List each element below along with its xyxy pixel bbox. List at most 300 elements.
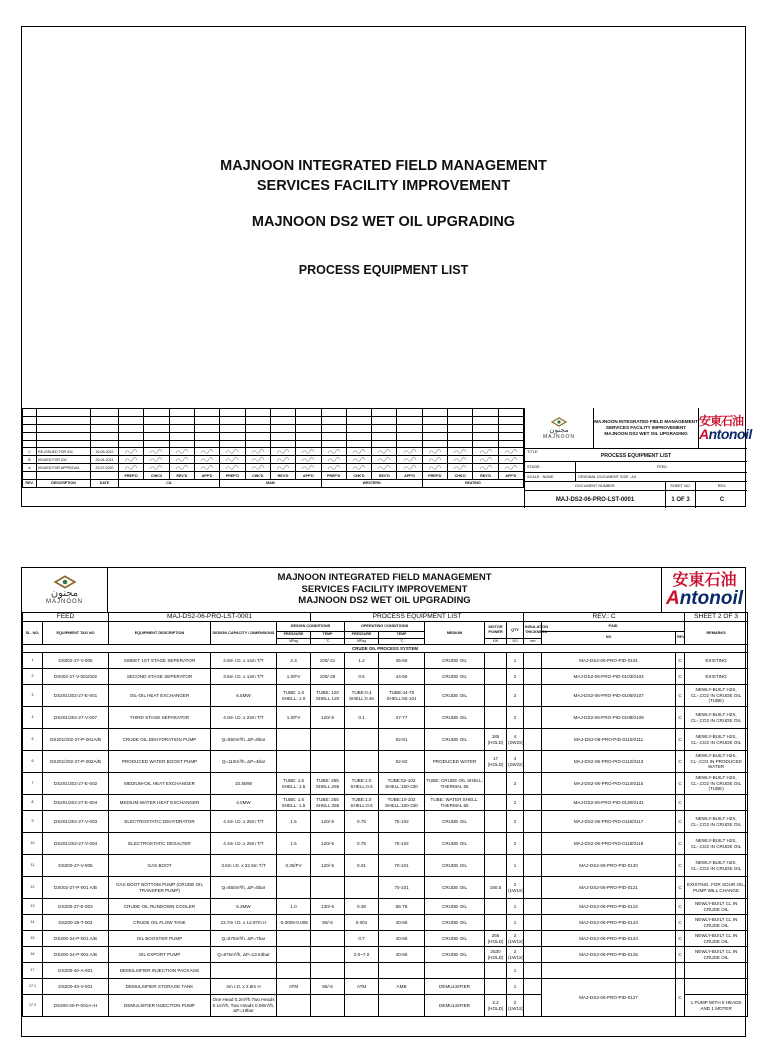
- role-label: CHK'D: [448, 472, 473, 480]
- title-block: [524, 408, 752, 508]
- signature-mark: [194, 456, 219, 464]
- medium-cell: DEMULSIFIER: [425, 995, 485, 1017]
- sign-cell: [245, 416, 270, 424]
- medium-cell: CRUDE OIL: [425, 833, 485, 855]
- signature-mark: [422, 464, 447, 472]
- feed-row: [23, 613, 748, 622]
- operating-pressure-cell: 0.75: [345, 833, 379, 855]
- signature-mark: [119, 464, 144, 472]
- tag-cell: DS201/202-27-E-004: [43, 795, 109, 811]
- rev-cell: [23, 424, 37, 432]
- title-block-doc-row: [525, 490, 747, 508]
- sheet2-title-line1: MAJNOON INTEGRATED FIELD MANAGEMENT: [277, 572, 492, 583]
- sheet2-majnoon-word: MAJNOON: [46, 599, 83, 605]
- sheet2-title-line2: SERVICES FACILITY IMPROVEMENT: [301, 583, 468, 595]
- desc-cell: DEMULSIFIER INJECTION PUMP: [109, 995, 211, 1017]
- unit-kw: KW: [485, 638, 507, 645]
- date-cell: [91, 416, 119, 424]
- desc-header: EQUIPMENT DESCRIPTION: [109, 622, 211, 645]
- signature-scribble-icon: [428, 465, 442, 470]
- sign-cell: [498, 440, 523, 448]
- revision-date: 23.07.2020: [91, 464, 119, 472]
- sign-cell: [422, 409, 447, 417]
- remarks-cell: EXISTING: [685, 653, 748, 669]
- operating-temp-cell: TUBE:44-76 SHELL:65-101: [379, 685, 425, 707]
- tag-cell: DS200-40-V-001: [43, 979, 109, 995]
- design-temp-cell: 130/-5: [311, 899, 345, 915]
- sign-cell: [422, 440, 447, 448]
- signature-mark: [346, 448, 371, 456]
- desc-cell: GAS BOOT BOTTOM PUMP (CRUDE OIL TRANSFER PUMP): [109, 877, 211, 899]
- design-pressure-cell: 1.0/FV: [277, 707, 311, 729]
- operating-pressure-cell: 0.38: [345, 899, 379, 915]
- tb-company-line1: MAJNOON INTEGRATED FIELD MANAGEMENT: [594, 419, 698, 424]
- operating-pressure-cell: [345, 751, 379, 773]
- capacity-cell: 4.0MW: [211, 795, 277, 811]
- signature-scribble-icon: [175, 457, 189, 462]
- operating-pressure-cell: 0.5: [345, 669, 379, 685]
- cover-doc-title: PROCESS EQUIPMENT LIST: [298, 263, 469, 277]
- qty-cell: 2: [507, 707, 524, 729]
- signature-scribble-icon: [403, 465, 417, 470]
- operating-pressure-cell: 0.7: [345, 931, 379, 947]
- revision-date: 29.04.2021: [91, 456, 119, 464]
- equipment-row: [23, 833, 748, 855]
- signature-mark: [144, 464, 169, 472]
- remarks-cell: EXISTING. FOR SOUR OIL, PUMP WILL CHANGE: [685, 877, 748, 899]
- capacity-cell: 2.8m I.D. x 14m T/T: [211, 653, 277, 669]
- motor-power-cell: [485, 811, 507, 833]
- insulation-cell: [524, 653, 542, 669]
- design-temp-cell: [311, 877, 345, 899]
- medium-cell: TUBE: CRUDE OIL SHELL: THERMAL 55: [425, 773, 485, 795]
- design-pressure-cell: 2.3: [277, 653, 311, 669]
- unit-degc: °C: [379, 638, 425, 645]
- pid-rev-cell: C: [676, 979, 685, 1017]
- date-cell: [91, 409, 119, 417]
- motor-power-cell: [485, 899, 507, 915]
- revision-table: [22, 408, 524, 488]
- sign-cell: [397, 440, 422, 448]
- signature-scribble-icon: [504, 465, 518, 470]
- design-temp-cell: TUBE: 255 SHELL 255: [311, 795, 345, 811]
- capacity-cell: Q=875m³/h, ΔP=13.63bar: [211, 947, 277, 963]
- insulation-cell: [524, 947, 542, 963]
- tag-cell: DS201/202-27-V-007: [43, 707, 109, 729]
- pid-rev-cell: C: [676, 915, 685, 931]
- signature-mark: [473, 464, 498, 472]
- sign-cell: [448, 409, 473, 417]
- system-row: [23, 645, 748, 653]
- date-cell: [91, 440, 119, 448]
- sheet2-majnoon-logo: [22, 568, 107, 612]
- unit-mpag: MPag: [345, 638, 379, 645]
- motor-power-cell: [485, 669, 507, 685]
- role-label: CHK'D: [144, 472, 169, 480]
- tb-scale: SCALE : NONE: [527, 475, 554, 479]
- tb-original-size: ORIGINAL DOCUMENT SIZE : A3: [575, 473, 748, 481]
- capacity-cell: 4.0m I.D. x 23m T/T: [211, 707, 277, 729]
- medium-cell: PRODUCED WATER: [425, 751, 485, 773]
- sign-cell: [473, 440, 498, 448]
- qty-cell: 4 (2W2S): [507, 751, 524, 773]
- sign-cell: [498, 409, 523, 417]
- rev-header: REV.: [23, 480, 37, 488]
- qty-cell: 2 (1W1S): [507, 947, 524, 963]
- desc-cell: [37, 440, 91, 448]
- revision-empty-row: [23, 416, 524, 424]
- sl-cell: 14: [23, 915, 43, 931]
- remarks-cell: NEWLY-BUILT CL IN CRUDE OIL: [685, 899, 748, 915]
- medium-cell: CRUDE OIL: [425, 877, 485, 899]
- sl-cell: 6: [23, 751, 43, 773]
- tb-stage-label: STAGE:: [527, 465, 541, 469]
- signature-mark: [169, 448, 194, 456]
- signature-mark: [245, 464, 270, 472]
- remarks-cell: NEWLY-BUILT CL IN CRUDE OIL: [685, 931, 748, 947]
- pid-rev-cell: C: [676, 685, 685, 707]
- design-temp-cell: TUBE: 255 SHELL 255: [311, 773, 345, 795]
- tag-cell: DS200-40-P-001A~H: [43, 995, 109, 1017]
- sign-cell: [119, 440, 144, 448]
- design-temp-cell: TUBE: 120 SHELL 120: [311, 685, 345, 707]
- capacity-cell: 23.7m I.D. x 12.87m H: [211, 915, 277, 931]
- desc-cell: [37, 416, 91, 424]
- operating-temp-cell: TUBE:10-102 SHELL:150-230: [379, 795, 425, 811]
- pid-rev-cell: C: [676, 877, 685, 899]
- design-header: DESIGN CONDITIONS: [277, 622, 345, 632]
- sign-cell: [144, 409, 169, 417]
- design-temp-header: TEMP: [311, 632, 345, 639]
- pid-cell: MAJ-DS2-06-PRO-PID-0121: [542, 877, 676, 899]
- motor-power-cell: [485, 653, 507, 669]
- tag-cell: DS002-27-P-001 A/B: [43, 877, 109, 899]
- signature-scribble-icon: [225, 457, 239, 462]
- tb-sheet: 1 OF 3: [665, 491, 695, 508]
- feed-doc-number: MAJ-DS2-06-PRO-LST-0001: [109, 613, 311, 622]
- sign-cell: [194, 409, 219, 417]
- operating-temp-cell: 70-101: [379, 855, 425, 877]
- desc-cell: PRODUCED WATER BOOST PUMP: [109, 751, 211, 773]
- motor-power-cell: [485, 833, 507, 855]
- majnoon-emblem-icon: [53, 575, 77, 589]
- pid-rev-cell: C: [676, 899, 685, 915]
- remarks-cell: NEWLY-BUILT H2S, CL-,CO2 IN CRUDE OIL: [685, 729, 748, 751]
- description-header: DESCRIPTION: [37, 480, 91, 488]
- revision-description: ISSUED FOR APPROVAL: [37, 464, 91, 472]
- equipment-row: [23, 751, 748, 773]
- sl-cell: 17: [23, 963, 43, 979]
- role-label: APP'D: [296, 472, 321, 480]
- tag-cell: DS201/202-27-E-002: [43, 773, 109, 795]
- role-label: PREP'D: [220, 472, 245, 480]
- equipment-row: [23, 707, 748, 729]
- qty-cell: 2: [507, 833, 524, 855]
- design-temp-cell: 90/-5: [311, 915, 345, 931]
- design-temp-cell: 100/-21: [311, 653, 345, 669]
- signature-scribble-icon: [301, 457, 315, 462]
- sign-cell: [422, 432, 447, 440]
- sheet2-antonoil-chinese: 安東石油: [672, 571, 737, 589]
- signature-mark: [321, 456, 346, 464]
- design-temp-cell: 120/-5: [311, 855, 345, 877]
- signature-mark: [448, 456, 473, 464]
- motor-power-cell: [485, 855, 507, 877]
- pid-cell: MAJ-DS2-06-PRO-PID-0124: [542, 931, 676, 947]
- signature-scribble-icon: [453, 465, 467, 470]
- pid-header: P&ID: [542, 622, 685, 632]
- equipment-row: [23, 855, 748, 877]
- design-pressure-cell: [277, 947, 311, 963]
- operating-pressure-cell: 2.0~7.0: [345, 947, 379, 963]
- sheet2-majnoon-script: ﻣﺠﻨﻮﻥ: [50, 588, 79, 599]
- sign-cell: [498, 424, 523, 432]
- capacity-cell: Q=650m³/h, ΔP=5bar: [211, 877, 277, 899]
- revision-row: [23, 448, 524, 456]
- equipment-row: [23, 877, 748, 899]
- sign-cell: [270, 432, 295, 440]
- signature-mark: [372, 448, 397, 456]
- sign-cell: [372, 409, 397, 417]
- remarks-cell: EXISTING: [685, 669, 748, 685]
- remarks-cell: [685, 963, 748, 979]
- signature-mark: [144, 456, 169, 464]
- operating-temp-cell: TUBE:52-102 SHELL:150-230: [379, 773, 425, 795]
- role-label: APP'D: [397, 472, 422, 480]
- sign-cell: [220, 416, 245, 424]
- signature-mark: [220, 456, 245, 464]
- motor-power-cell: [485, 773, 507, 795]
- tb-title-label: TITLE:: [527, 450, 539, 454]
- sign-cell: [321, 416, 346, 424]
- sheet2-antonoil-wordmark: Antonoil: [665, 587, 744, 609]
- operating-temp-cell: 45-65: [379, 653, 425, 669]
- medium-cell: CRUDE OIL: [425, 707, 485, 729]
- pid-cell: MAJ-DS2-06-PRO-PID-0116/0117: [542, 811, 676, 833]
- company-header: MAM: [220, 480, 321, 488]
- title-block-title-row: [525, 448, 747, 461]
- signature-mark: [498, 456, 523, 464]
- pid-rev-cell: C: [676, 773, 685, 795]
- operating-pressure-cell: 1.2: [345, 653, 379, 669]
- operating-pressure-header: PRESSURE: [345, 632, 379, 639]
- design-pressure-cell: TUBE: 1.5 SHELL: 1.5: [277, 773, 311, 795]
- operating-pressure-cell: TUBE:1.0 SHELL:0.6: [345, 773, 379, 795]
- operating-temp-cell: [379, 995, 425, 1017]
- sign-cell: [144, 440, 169, 448]
- sign-cell: [448, 424, 473, 432]
- equipment-table: [22, 612, 748, 1017]
- design-pressure-cell: [277, 877, 311, 899]
- design-pressure-cell: [277, 995, 311, 1017]
- signature-scribble-icon: [403, 449, 417, 454]
- design-pressure-cell: [277, 729, 311, 751]
- pid-rev-cell: C: [676, 931, 685, 947]
- sign-cell: [245, 432, 270, 440]
- unit-mpag: MPag: [277, 638, 311, 645]
- signature-scribble-icon: [124, 449, 138, 454]
- signature-scribble-icon: [377, 465, 391, 470]
- operating-temp-cell: 75-102: [379, 833, 425, 855]
- pid-cell: MAJ-DS2-06-PRO-PID-0127: [542, 979, 676, 1017]
- tag-cell: DS200-27-E-003: [43, 899, 109, 915]
- desc-cell: ELECTROSTATIC DEHYDRATOR: [109, 811, 211, 833]
- tb-company-line3: MAJNOON DS2 WET OIL UPGRADING: [604, 431, 688, 436]
- signature-mark: [448, 448, 473, 456]
- motor-power-cell: [485, 685, 507, 707]
- signature-mark: [119, 448, 144, 456]
- pid-cell: MAJ-DS2-06-PRO-PID-0101: [542, 653, 676, 669]
- sl-cell: 3: [23, 685, 43, 707]
- signature-mark: [245, 456, 270, 464]
- sign-cell: [194, 424, 219, 432]
- pid-cell: MAJ-DS2-06-PRO-PID-0122: [542, 899, 676, 915]
- signature-scribble-icon: [327, 465, 341, 470]
- design-pressure-cell: TUBE: 1.0 SHELL: 1.0: [277, 685, 311, 707]
- insulation-cell: [524, 811, 542, 833]
- equipment-row: [23, 811, 748, 833]
- revision-role-row: [23, 472, 524, 480]
- signature-mark: [372, 456, 397, 464]
- signature-mark: [270, 456, 295, 464]
- equipment-row: [23, 773, 748, 795]
- cover-project: MAJNOON DS2 WET OIL UPGRADING: [251, 214, 516, 230]
- operating-header: OPERATING CONDITIONS: [345, 622, 425, 632]
- signature-mark: [498, 448, 523, 456]
- sign-cell: [372, 432, 397, 440]
- operating-temp-cell: 52-82: [379, 751, 425, 773]
- signature-scribble-icon: [377, 457, 391, 462]
- sign-cell: [270, 416, 295, 424]
- motor-power-cell: [485, 979, 507, 995]
- insulation-cell: [524, 979, 542, 995]
- tag-cell: DS200-24-P-001 A/B: [43, 931, 109, 947]
- pid-rev-cell: C: [676, 751, 685, 773]
- medium-cell: [425, 963, 485, 979]
- sl-cell: 1: [23, 653, 43, 669]
- sign-cell: [144, 424, 169, 432]
- role-label: PREP'D: [119, 472, 144, 480]
- unit-mm: mm: [524, 638, 542, 645]
- pid-rev-cell: [676, 963, 685, 979]
- sign-cell: [270, 440, 295, 448]
- signature-scribble-icon: [200, 457, 214, 462]
- desc-cell: ELECTROSTATIC DESALTER: [109, 833, 211, 855]
- rev-cell: [23, 440, 37, 448]
- pid-cell: MAJ-DS2-06-PRO-PID-0110/0111: [542, 729, 676, 751]
- remarks-cell: NEWLY-BUILT H2S, CL-,CO2 IN CRUDE OIL: [685, 855, 748, 877]
- sign-cell: [397, 416, 422, 424]
- system-title: CRUDE OIL PROCESS SYSTEM: [23, 645, 748, 653]
- signature-mark: [119, 456, 144, 464]
- signature-mark: [321, 448, 346, 456]
- equipment-sheet: [21, 567, 746, 1037]
- tb-sheet-no-label: SHEET NO.: [665, 482, 695, 490]
- pid-cell: MAJ-DS2-06-PRO-PID-0125: [542, 947, 676, 963]
- revision-date: 16.05.2022: [91, 448, 119, 456]
- tag-cell: DS200-40-A-001: [43, 963, 109, 979]
- sign-cell: [321, 432, 346, 440]
- sign-cell: [245, 409, 270, 417]
- remarks-header: REMARKS: [685, 622, 748, 645]
- operating-temp-header: TEMP: [379, 632, 425, 639]
- signature-scribble-icon: [124, 465, 138, 470]
- motor-power-cell: [485, 707, 507, 729]
- sign-cell: [169, 409, 194, 417]
- sign-cell: [296, 432, 321, 440]
- tb-title-value: PROCESS EQUIPMENT LIST: [600, 453, 672, 459]
- role-label: CHK'D: [245, 472, 270, 480]
- medium-cell: CRUDE OIL: [425, 899, 485, 915]
- capacity-header: DESIGN CAPACITY / DIMENSIONS: [211, 622, 277, 645]
- equipment-row: [23, 899, 748, 915]
- blank-cell: [37, 472, 91, 480]
- sign-cell: [498, 432, 523, 440]
- signature-scribble-icon: [453, 449, 467, 454]
- sign-cell: [346, 432, 371, 440]
- date-header: DATE: [91, 480, 119, 488]
- qty-cell: 1: [507, 915, 524, 931]
- sign-cell: [296, 416, 321, 424]
- signature-mark: [422, 448, 447, 456]
- sign-cell: [194, 432, 219, 440]
- operating-pressure-cell: [345, 877, 379, 899]
- medium-cell: TUBE: WATER SHELL: THERMAL 55: [425, 795, 485, 811]
- insulation-header: INSULATION THICKNESS: [524, 622, 542, 639]
- signature-mark: [169, 456, 194, 464]
- operating-temp-cell: 44-65: [379, 669, 425, 685]
- equipment-row: [23, 729, 748, 751]
- pid-cell: MAJ-DS2-06-PRO-PID-0106/0107: [542, 685, 676, 707]
- capacity-cell: Q=110m³/h, ΔP=4bar: [211, 751, 277, 773]
- insulation-cell: [524, 963, 542, 979]
- title-block-scale-row: [525, 472, 747, 481]
- tag-cell: DS201/202-27-V-004: [43, 833, 109, 855]
- signature-scribble-icon: [251, 449, 265, 454]
- signature-mark: [144, 448, 169, 456]
- signature-scribble-icon: [225, 449, 239, 454]
- qty-cell: 2: [507, 685, 524, 707]
- signature-scribble-icon: [276, 465, 290, 470]
- sign-cell: [119, 416, 144, 424]
- qty-cell: 1: [507, 979, 524, 995]
- signature-mark: [397, 456, 422, 464]
- pid-cell: MAJ-DS2-06-PRO-PID-0108/0109: [542, 707, 676, 729]
- design-temp-cell: [311, 995, 345, 1017]
- feed-label: FEED: [23, 613, 109, 622]
- tag-cell: DS200-24-P-002 A/B: [43, 947, 109, 963]
- signature-mark: [372, 464, 397, 472]
- operating-temp-cell: AMB: [379, 979, 425, 995]
- operating-temp-cell: 47-77: [379, 707, 425, 729]
- blank-cell: [23, 472, 37, 480]
- blank-cell: [91, 472, 119, 480]
- signature-scribble-icon: [200, 465, 214, 470]
- signature-scribble-icon: [479, 457, 493, 462]
- sign-cell: [473, 432, 498, 440]
- signature-mark: [194, 464, 219, 472]
- design-pressure-cell: 1.0/FV: [277, 669, 311, 685]
- operating-pressure-cell: 0.01: [345, 855, 379, 877]
- sign-cell: [372, 416, 397, 424]
- sheet2-title: [107, 568, 662, 612]
- sign-cell: [169, 416, 194, 424]
- operating-temp-cell: 65-78: [379, 899, 425, 915]
- sign-cell: [144, 416, 169, 424]
- signature-scribble-icon: [352, 457, 366, 462]
- sheet2-title-line3: MAJNOON DS2 WET OIL UPGRADING: [298, 595, 471, 606]
- tag-cell: DS201/202-27-E-001: [43, 685, 109, 707]
